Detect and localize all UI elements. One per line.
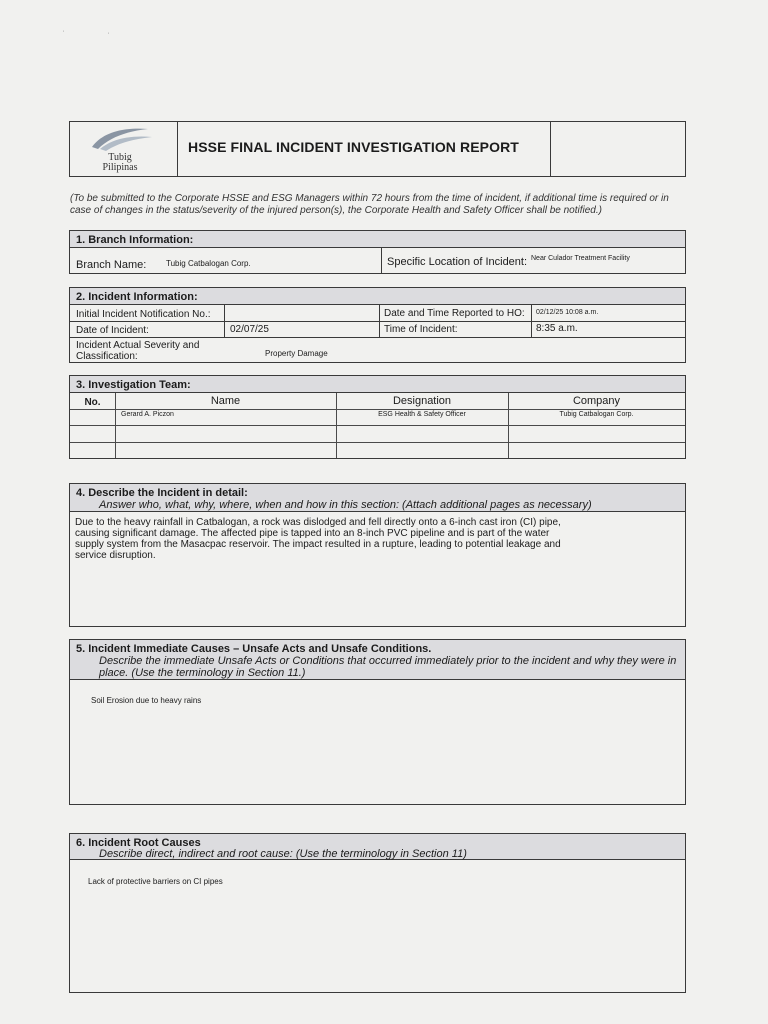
time-value: 8:35 a.m. (536, 323, 578, 334)
notification-label: Initial Incident Notification No.: (76, 309, 211, 320)
section-branch-info (69, 230, 686, 274)
location-value: Near Culador Treatment Facility (531, 255, 630, 262)
reported-label: Date and Time Reported to HO: (384, 308, 525, 319)
section-heading: 5. Incident Immediate Causes – Unsafe Acts and Unsafe Conditions. (76, 643, 432, 655)
col-line (115, 393, 116, 458)
team-col-header: Name (210, 395, 241, 407)
immediate-causes-text: Soil Erosion due to heavy rains (91, 696, 202, 705)
header-blank-cell (550, 122, 551, 176)
col-line (336, 393, 337, 458)
row-line (70, 425, 685, 426)
row-line (70, 337, 685, 338)
row-line (70, 409, 685, 410)
tubig-logo-icon (88, 125, 158, 153)
section-heading: 2. Incident Information: (70, 288, 685, 305)
logo-text: Tubig Pilipinas (102, 152, 138, 173)
section-heading: 3. Investigation Team: (70, 376, 685, 393)
severity-label: Incident Actual Severity and Classification: (76, 340, 200, 362)
section-root-causes (69, 833, 686, 993)
section-investigation-team (69, 375, 686, 459)
team-table (70, 393, 685, 458)
col-line (508, 393, 509, 458)
team-cell: Gerard A. Piczon (121, 411, 174, 418)
section-subheading: Describe the immediate Unsafe Acts or Conditions that occurred immediately prior to the incident and why they were in place. (Use the terminology in Section 11.) (99, 655, 677, 679)
team-col-header: Company (572, 395, 621, 407)
team-col-header: No. (84, 397, 101, 408)
location-label: Specific Location of Incident: (387, 256, 528, 268)
date-value: 02/07/25 (230, 324, 269, 335)
section-heading-block (70, 640, 685, 680)
section-heading: 6. Incident Root Causes (76, 837, 201, 849)
root-causes-text: Lack of protective barriers on CI pipes (88, 877, 223, 886)
branch-name-value: Tubig Catbalogan Corp. (166, 259, 251, 268)
section-heading-block (70, 484, 685, 512)
severity-value: Property Damage (265, 349, 328, 358)
section-subheading: Answer who, what, why, where, when and how in this section: (Attach additional pages as necessary) (99, 499, 592, 511)
section-incident-info (69, 287, 686, 363)
branch-name-label: Branch Name: (76, 259, 147, 271)
team-cell: Tubig Catbalogan Corp. (559, 411, 634, 418)
time-label: Time of Incident: (384, 324, 458, 335)
row-line (70, 442, 685, 443)
incident-description: Due to the heavy rainfall in Catbalogan, a rock was dislodged and fell directly onto a 6-inch cast iron (CI) pipe, causing significant damage. The affected pipe is tapped into an 8-inch PVC pipeline and is part of the water supply system from the Masacpac reservoir. The impact resulted in a rupture, leading to potential leakage and service disruption. (75, 517, 561, 561)
team-cell: ESG Health & Safety Officer (378, 411, 466, 418)
report-header (69, 121, 686, 177)
logo-cell (70, 122, 178, 176)
section-heading: 4. Describe the Incident in detail: (76, 487, 248, 499)
section-immediate-causes (69, 639, 686, 805)
instruction-text: (To be submitted to the Corporate HSSE and ESG Managers within 72 hours from the time of incident, if additional time is required or in case of changes in the status/severity of the injured person(s), the Corporate Health and Safety Officer shall be notified.) (70, 193, 669, 216)
section-heading-block (70, 834, 685, 860)
date-label: Date of Incident: (76, 325, 149, 336)
section-heading: 1. Branch Information: (70, 231, 685, 248)
section-subheading: Describe direct, indirect and root cause: (Use the terminology in Section 11) (99, 848, 467, 860)
section-incident-detail (69, 483, 686, 627)
report-title: HSSE FINAL INCIDENT INVESTIGATION REPORT (188, 139, 519, 155)
reported-value: 02/12/25 10:08 a.m. (536, 309, 599, 316)
team-col-header: Designation (392, 395, 452, 407)
row-line (70, 321, 685, 322)
scan-mark: ' (63, 31, 65, 37)
divider (381, 248, 382, 273)
scan-mark: ' (108, 33, 110, 39)
